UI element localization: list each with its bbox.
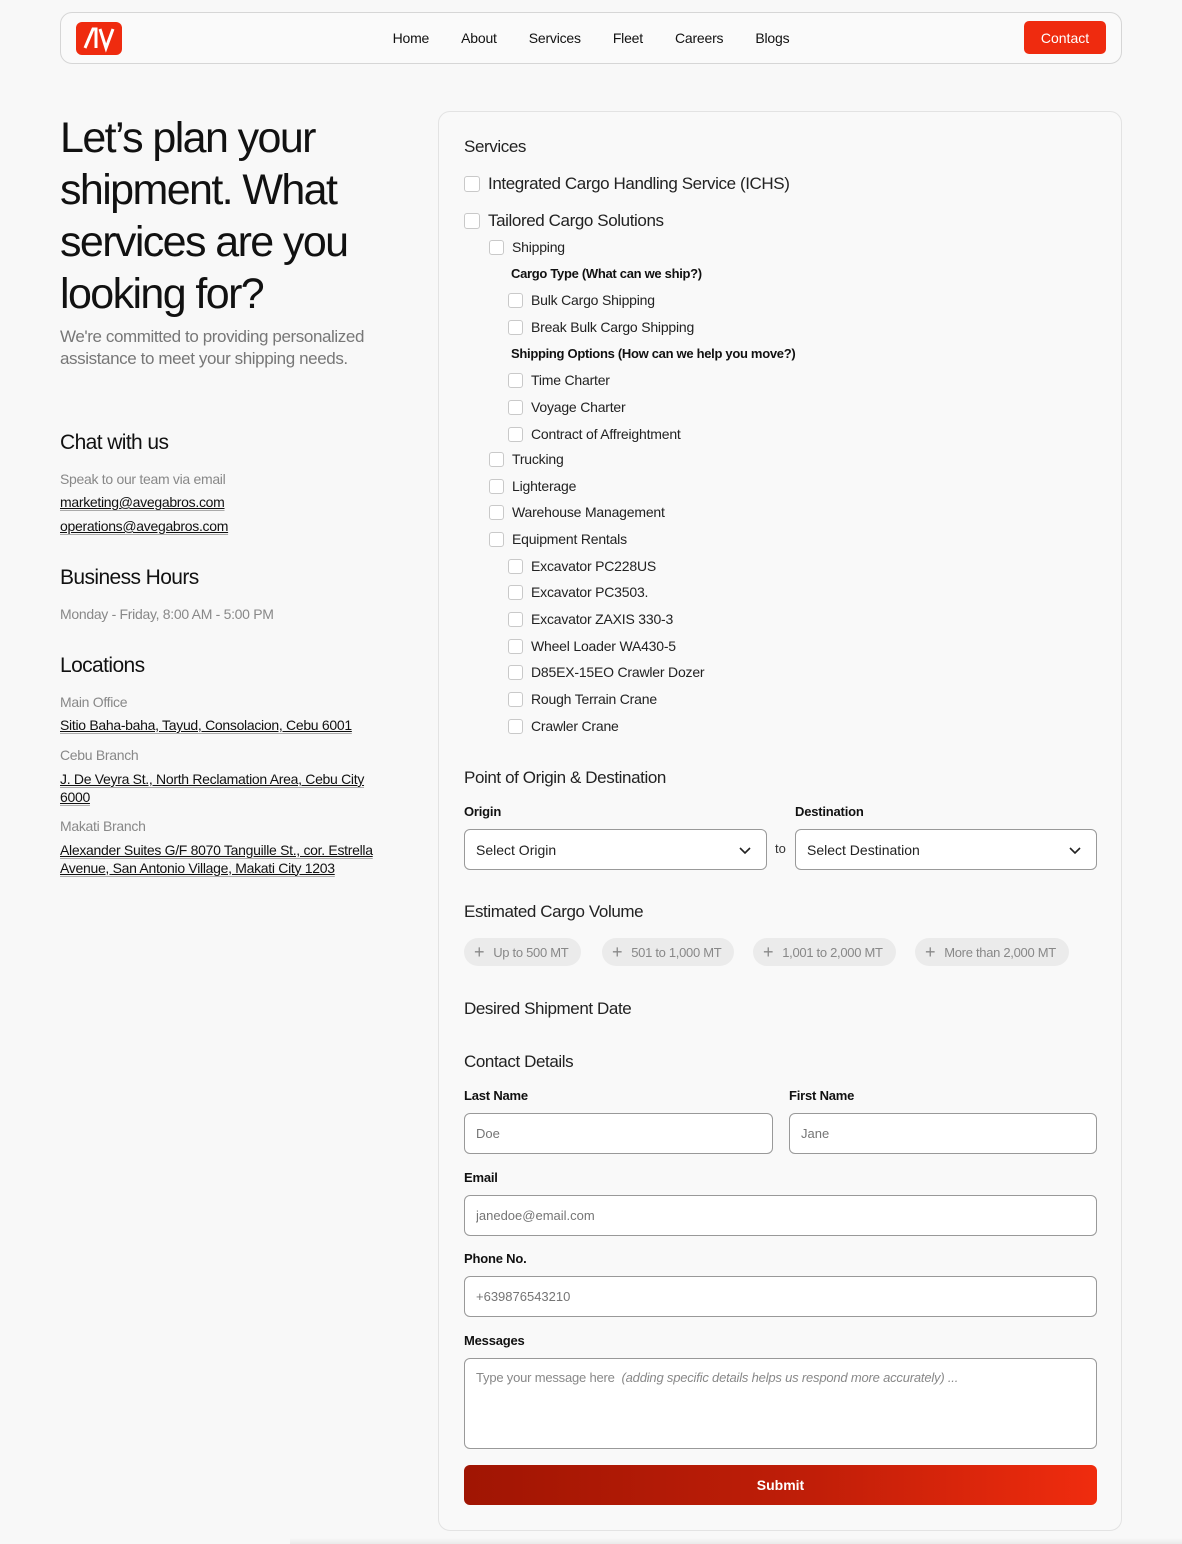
main-nav: [61, 13, 1121, 63]
checkbox-trucking[interactable]: [489, 451, 564, 467]
checkbox-box[interactable]: [464, 176, 480, 192]
shipping-options-heading: Shipping Options (How can we help you move?): [511, 346, 796, 361]
location-label-cebu: Cebu Branch: [60, 747, 139, 763]
checkbox-label: Bulk Cargo Shipping: [531, 292, 655, 308]
volume-option-label: Up to 500 MT: [493, 944, 569, 960]
checkbox-warehouse[interactable]: [489, 504, 665, 520]
chevron-down-icon: [738, 843, 752, 857]
email-label: Email: [464, 1170, 498, 1185]
checkbox-bulk-cargo[interactable]: [508, 292, 655, 308]
volume-option-over-2000[interactable]: [915, 938, 1069, 966]
volume-option-2000[interactable]: [753, 938, 896, 966]
checkbox-wheel-loader[interactable]: [508, 638, 676, 654]
nav-blogs[interactable]: Blogs: [755, 30, 790, 46]
first-name-label: First Name: [789, 1088, 855, 1103]
checkbox-label: Break Bulk Cargo Shipping: [531, 319, 695, 335]
checkbox-excavator-zaxis[interactable]: [508, 611, 673, 627]
checkbox-rough-terrain-crane[interactable]: [508, 691, 657, 707]
cargo-type-heading: Cargo Type (What can we ship?): [511, 266, 702, 281]
checkbox-box[interactable]: [489, 532, 504, 547]
phone-label: Phone No.: [464, 1251, 527, 1266]
page-subtitle: We're committed to providing personalized assistance to meet your shipping needs.: [60, 327, 365, 368]
checkbox-box[interactable]: [508, 692, 523, 707]
email-link-marketing[interactable]: [60, 494, 225, 512]
checkbox-box[interactable]: [489, 452, 504, 467]
submit-button[interactable]: Submit: [464, 1465, 1097, 1505]
checkbox-equipment-rentals[interactable]: [489, 531, 627, 547]
address-text: Sitio Baha-baha, Tayud, Consolacion, Cebu 6001: [60, 717, 352, 733]
checkbox-excavator-pc228us[interactable]: [508, 558, 656, 574]
locations-heading: Locations: [60, 654, 145, 677]
checkbox-box[interactable]: [508, 719, 523, 734]
messages-hint: (adding specific details helps us respond more accurately) ...: [621, 1370, 959, 1385]
destination-select[interactable]: [795, 829, 1097, 870]
site-header: [60, 12, 1122, 64]
email-link-text: operations@avegabros.com: [60, 518, 229, 534]
volume-option-label: 501 to 1,000 MT: [631, 944, 722, 960]
page-title: Let’s plan your shipment. What services are you looking for?: [60, 114, 348, 318]
last-name-label: Last Name: [464, 1088, 528, 1103]
checkbox-shipping[interactable]: [489, 239, 565, 255]
volume-option-500[interactable]: [464, 938, 581, 966]
checkbox-box[interactable]: [508, 639, 523, 654]
checkbox-box[interactable]: [508, 427, 523, 442]
chat-intro: Speak to our team via email: [60, 471, 226, 487]
checkbox-label: Trucking: [512, 451, 564, 467]
origin-select-value: Select Origin: [476, 841, 557, 858]
checkbox-label: Voyage Charter: [531, 399, 626, 415]
last-name-input[interactable]: [464, 1113, 773, 1154]
checkbox-time-charter[interactable]: [508, 372, 610, 388]
messages-label: Messages: [464, 1333, 525, 1348]
checkbox-box[interactable]: [508, 665, 523, 680]
checkbox-crawler-dozer[interactable]: [508, 664, 704, 680]
plus-icon: +: [925, 942, 936, 962]
checkbox-ichs[interactable]: [464, 174, 789, 194]
location-address-cebu[interactable]: [60, 771, 370, 806]
checkbox-voyage-charter[interactable]: [508, 399, 625, 415]
location-label-main: Main Office: [60, 694, 128, 710]
checkbox-box[interactable]: [508, 293, 523, 308]
checkbox-box[interactable]: [508, 585, 523, 600]
checkbox-label: Wheel Loader WA430-5: [531, 638, 676, 654]
checkbox-box[interactable]: [508, 400, 523, 415]
location-label-makati: Makati Branch: [60, 818, 146, 834]
volume-option-1000[interactable]: [602, 938, 734, 966]
checkbox-tailored[interactable]: [464, 211, 664, 231]
checkbox-box[interactable]: [508, 373, 523, 388]
nav-careers[interactable]: Careers: [674, 30, 724, 46]
checkbox-label: Crawler Crane: [531, 718, 619, 734]
date-heading: Desired Shipment Date: [464, 999, 632, 1018]
address-text: J. De Veyra St., North Reclamation Area, Cebu City 6000: [60, 771, 365, 805]
email-input[interactable]: [464, 1195, 1097, 1236]
messages-placeholder: Type your message here: [476, 1370, 615, 1385]
origin-select[interactable]: [464, 829, 767, 870]
address-text: Alexander Suites G/F 8070 Tanguille St., cor. Estrella Avenue, San Antonio Village, Makati City 1203: [60, 842, 373, 876]
checkbox-box[interactable]: [508, 559, 523, 574]
phone-input[interactable]: [464, 1276, 1097, 1317]
chat-heading: Chat with us: [60, 431, 169, 454]
checkbox-box[interactable]: [489, 479, 504, 494]
first-name-input[interactable]: [789, 1113, 1097, 1154]
checkbox-label: D85EX-15EO Crawler Dozer: [531, 664, 705, 680]
plus-icon: +: [474, 942, 485, 962]
plus-icon: +: [612, 942, 623, 962]
checkbox-label: Tailored Cargo Solutions: [488, 211, 664, 230]
plus-icon: +: [763, 942, 774, 962]
checkbox-label: Equipment Rentals: [512, 531, 627, 547]
contact-heading: Contact Details: [464, 1052, 574, 1071]
destination-select-value: Select Destination: [807, 841, 920, 858]
nav-about[interactable]: About: [461, 30, 497, 46]
checkbox-excavator-pc3503[interactable]: [508, 584, 648, 600]
hours-heading: Business Hours: [60, 566, 199, 589]
hours-text: Monday - Friday, 8:00 AM - 5:00 PM: [60, 606, 274, 622]
chevron-down-icon: [1068, 843, 1082, 857]
location-address-main[interactable]: [60, 717, 370, 735]
location-address-makati[interactable]: [60, 842, 380, 877]
checkbox-lighterage[interactable]: [489, 478, 576, 494]
checkbox-box[interactable]: [508, 612, 523, 627]
volume-heading: Estimated Cargo Volume: [464, 902, 644, 921]
destination-label: Destination: [795, 804, 864, 819]
checkbox-label: Time Charter: [531, 372, 610, 388]
route-to-text: to: [775, 841, 786, 856]
checkbox-label: Integrated Cargo Handling Service (ICHS): [488, 174, 790, 193]
email-link-operations[interactable]: [60, 518, 228, 536]
origin-label: Origin: [464, 804, 502, 819]
checkbox-affreightment[interactable]: [508, 426, 681, 442]
route-heading: Point of Origin & Destination: [464, 768, 666, 787]
checkbox-label: Excavator ZAXIS 330-3: [531, 611, 674, 627]
checkbox-box[interactable]: [508, 320, 523, 335]
checkbox-label: Lighterage: [512, 478, 577, 494]
checkbox-break-bulk[interactable]: [508, 319, 694, 335]
checkbox-label: Excavator PC3503.: [531, 584, 649, 600]
nav-fleet[interactable]: Fleet: [612, 30, 643, 46]
messages-textarea[interactable]: [464, 1358, 1097, 1449]
contact-button[interactable]: Contact: [1024, 21, 1106, 54]
checkbox-label: Rough Terrain Crane: [531, 691, 657, 707]
nav-services[interactable]: Services: [528, 30, 581, 46]
checkbox-crawler-crane[interactable]: [508, 718, 619, 734]
checkbox-label: Warehouse Management: [512, 504, 665, 520]
checkbox-box[interactable]: [489, 505, 504, 520]
services-heading: Services: [464, 137, 526, 156]
checkbox-box[interactable]: [464, 213, 480, 229]
volume-option-label: More than 2,000 MT: [944, 944, 1056, 960]
email-link-text: marketing@avegabros.com: [60, 494, 225, 510]
checkbox-label: Contract of Affreightment: [531, 426, 681, 442]
page-bottom-shadow: [290, 1538, 1182, 1544]
checkbox-label: Shipping: [512, 239, 565, 255]
nav-home[interactable]: Home: [392, 30, 430, 46]
checkbox-box[interactable]: [489, 240, 504, 255]
volume-option-label: 1,001 to 2,000 MT: [782, 944, 883, 960]
checkbox-label: Excavator PC228US: [531, 558, 656, 574]
